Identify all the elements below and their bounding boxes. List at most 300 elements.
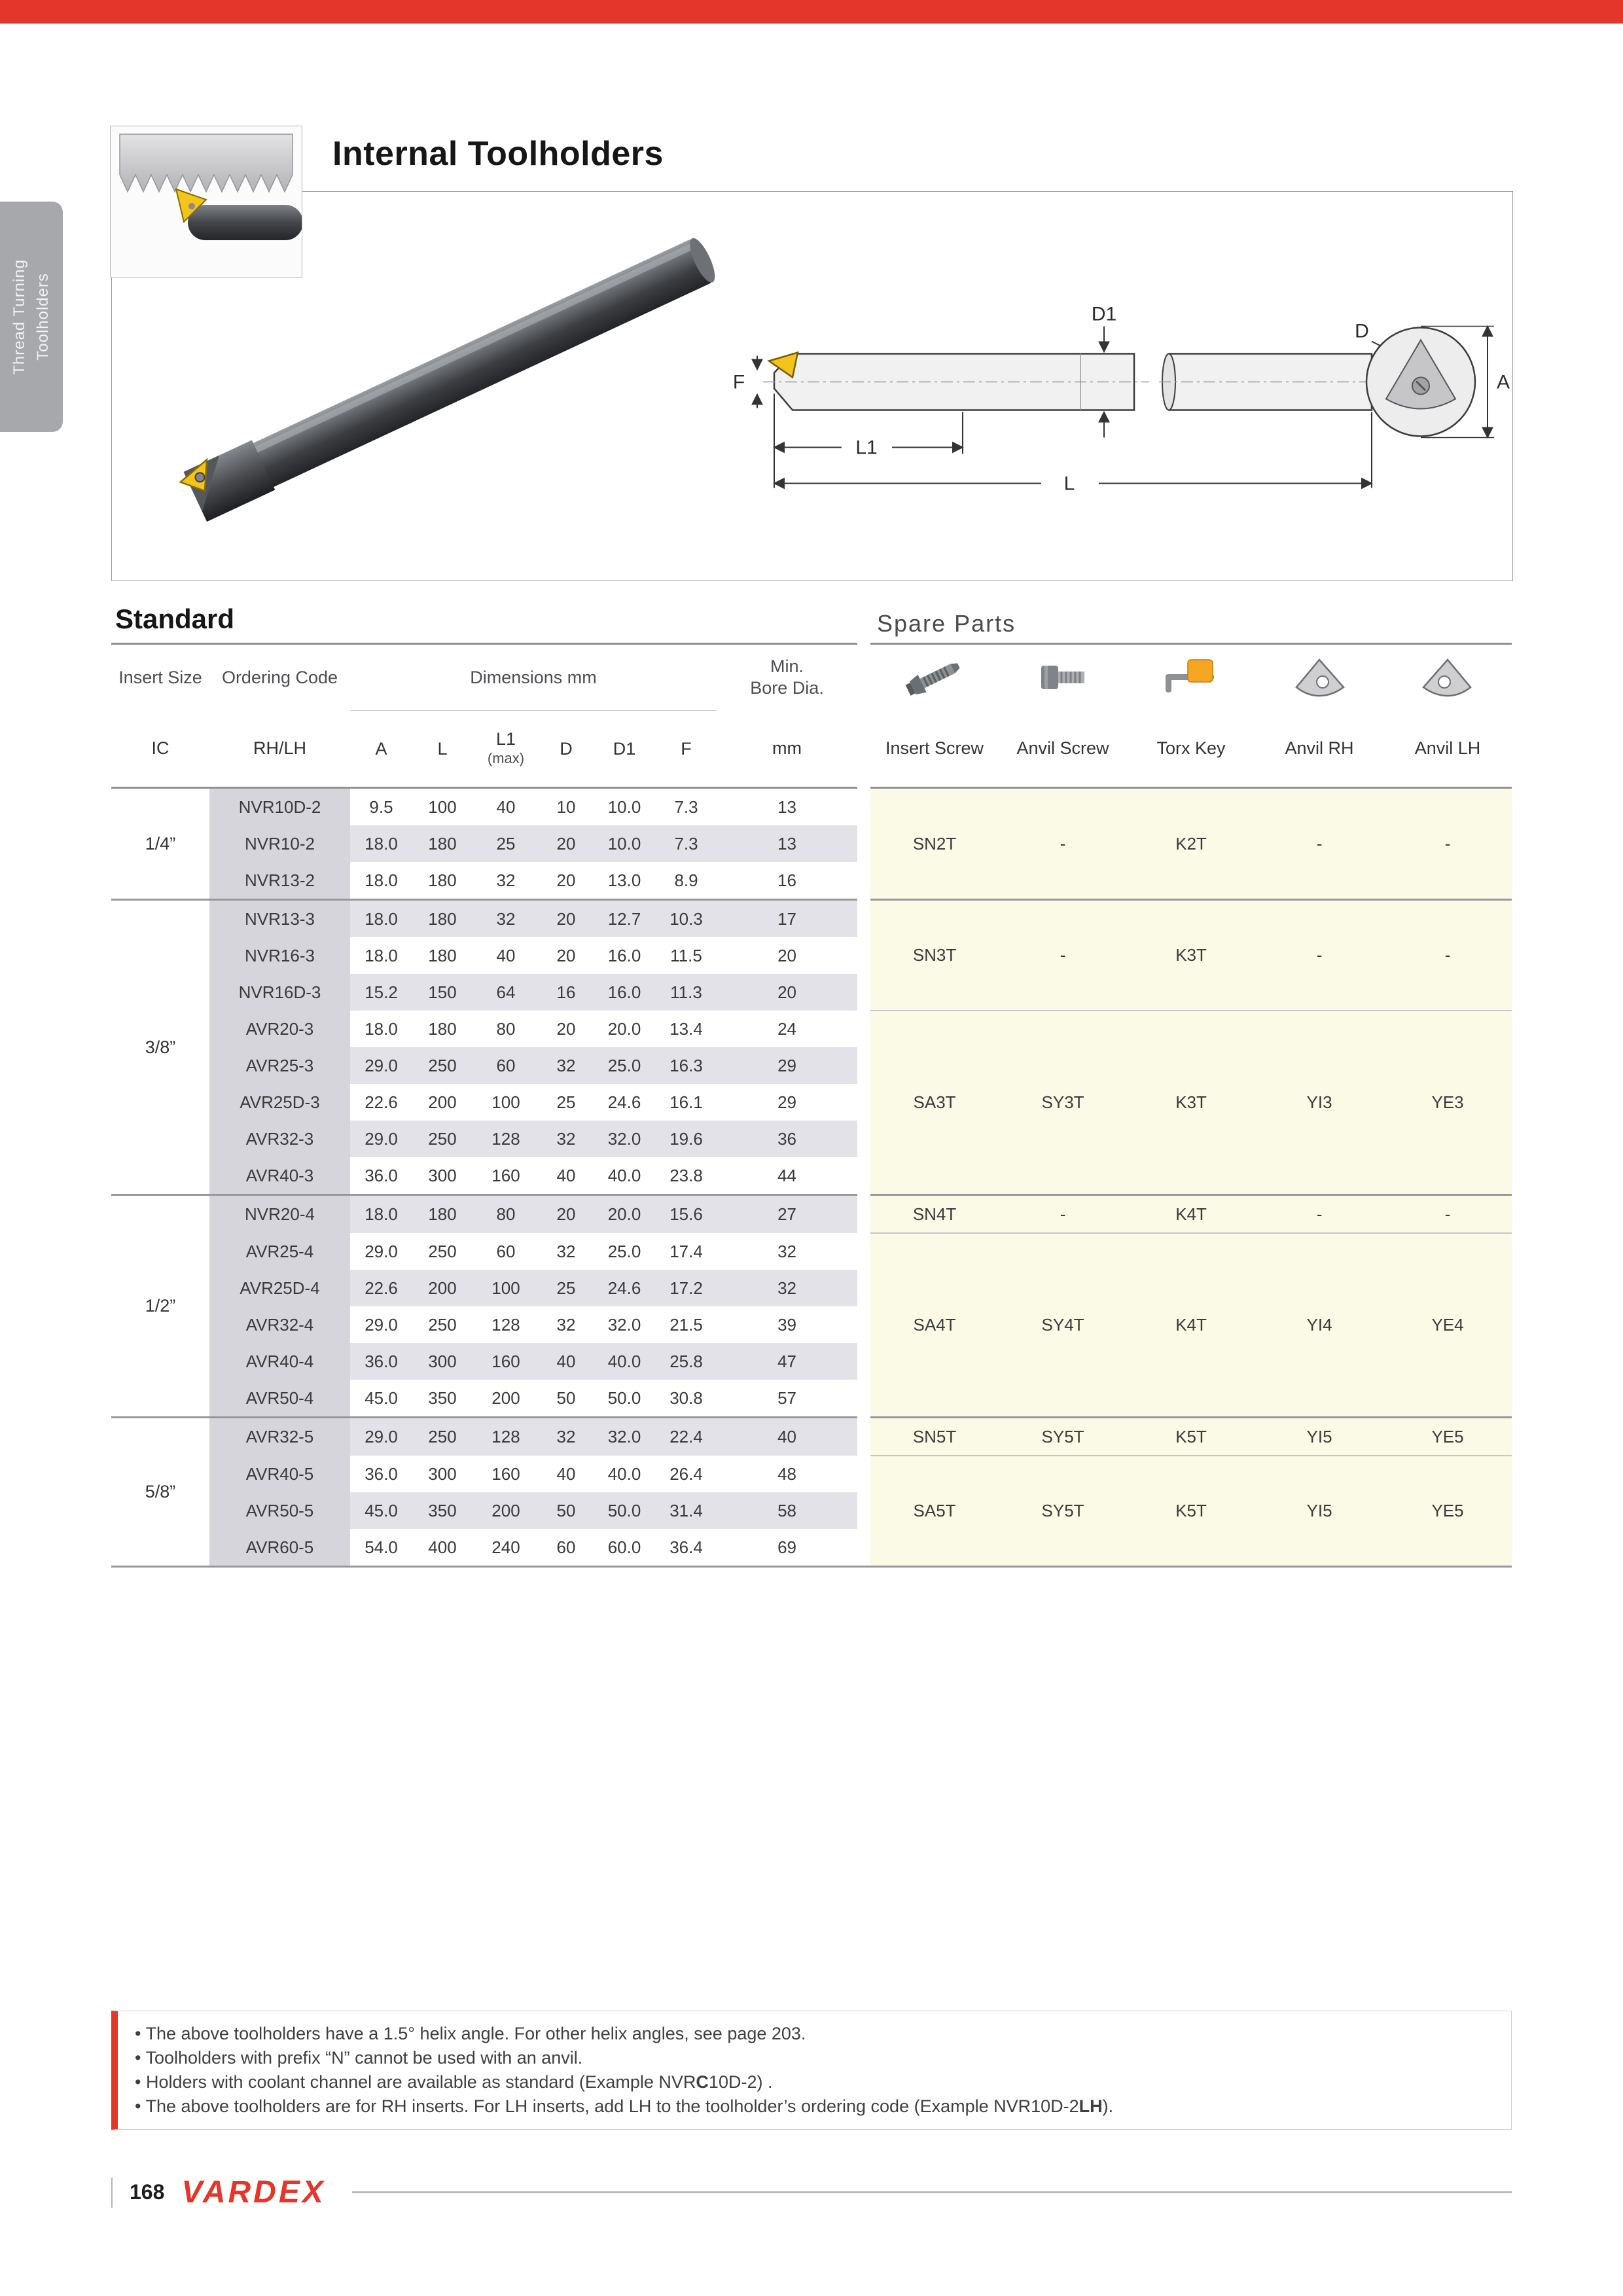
dim-label-f: F (732, 371, 745, 393)
torx-key-header: Torx Key (1127, 711, 1255, 788)
spare-part-cell: - (1255, 1195, 1383, 1234)
dimension-cell: 29.0 (350, 1121, 412, 1157)
dimension-cell: 32 (473, 900, 539, 938)
dimension-cell: 250 (412, 1047, 473, 1084)
dimension-cell: 20 (539, 862, 593, 900)
footer-divider (111, 2178, 113, 2208)
bore-diameter-cell: 29 (717, 1047, 857, 1084)
dimension-cell: 36.4 (656, 1529, 717, 1567)
dimension-cell: 100 (412, 788, 473, 826)
dimension-cell: 10 (539, 788, 593, 826)
ordering-code-header: Ordering Code (221, 667, 338, 687)
dimension-cell: 60 (473, 1233, 539, 1270)
dimension-cell: 18.0 (350, 1011, 412, 1047)
dimension-cell: 60 (539, 1529, 593, 1567)
dimension-cell: 36.0 (350, 1456, 412, 1492)
dimension-cell: 32 (473, 862, 539, 900)
toolholder-thumbnail (110, 126, 302, 278)
spare-part-cell: SY4T (999, 1233, 1127, 1418)
dimension-cell: 40.0 (593, 1157, 656, 1195)
dimension-cell: 9.5 (350, 788, 412, 826)
table-row (111, 1418, 1512, 1456)
anvil-rh-icon (1255, 645, 1383, 711)
ordering-code-cell: AVR40-5 (209, 1456, 350, 1492)
table-row (111, 1195, 1512, 1234)
bore-diameter-cell: 57 (717, 1380, 857, 1418)
bore-diameter-cell: 13 (717, 825, 857, 862)
footer-rule (352, 2191, 1512, 2193)
dimension-cell: 16.1 (656, 1084, 717, 1121)
column-gap (857, 1157, 870, 1195)
dimension-cell: 80 (473, 1195, 539, 1234)
l-header: L (412, 711, 473, 788)
ordering-code-cell: NVR10D-2 (209, 788, 350, 826)
toolholder-thumbnail-image (111, 126, 302, 277)
dimension-cell: 50.0 (593, 1492, 656, 1529)
dimension-cell: 50 (539, 1492, 593, 1529)
column-gap (857, 862, 870, 900)
top-red-bar (0, 0, 1623, 24)
bore-diameter-cell: 40 (717, 1418, 857, 1456)
column-gap (857, 1306, 870, 1343)
diagram-box (111, 191, 1513, 581)
dimension-cell: 10.0 (593, 825, 656, 862)
dimension-cell: 18.0 (350, 900, 412, 938)
dimension-cell: 200 (473, 1380, 539, 1418)
spare-part-cell: YE3 (1383, 1011, 1512, 1195)
end-view-drawing (1366, 328, 1475, 437)
bore-diameter-cell: 48 (717, 1456, 857, 1492)
column-gap (857, 1492, 870, 1529)
spare-part-cell: K4T (1127, 1195, 1255, 1234)
anvil-rh-header: Anvil RH (1255, 711, 1383, 788)
anvil-lh-header: Anvil LH (1383, 711, 1512, 788)
spare-part-cell: SA5T (870, 1456, 999, 1567)
column-gap (857, 645, 870, 711)
dimension-cell: 29.0 (350, 1306, 412, 1343)
page-title: Internal Toolholders (332, 135, 664, 173)
insert-size-header: Insert Size (118, 667, 202, 687)
dimension-cell: 13.4 (656, 1011, 717, 1047)
spare-part-cell: K5T (1127, 1418, 1255, 1456)
dimension-cell: 7.3 (656, 825, 717, 862)
dimension-cell: 54.0 (350, 1529, 412, 1567)
dimension-cell: 128 (473, 1418, 539, 1456)
dimension-cell: 18.0 (350, 825, 412, 862)
spare-part-cell: K3T (1127, 1011, 1255, 1195)
dimension-cell: 40 (539, 1157, 593, 1195)
dimension-cell: 17.2 (656, 1270, 717, 1306)
column-gap (857, 788, 870, 826)
ordering-code-cell: NVR13-3 (209, 900, 350, 938)
dimension-cell: 17.4 (656, 1233, 717, 1270)
dimension-cell: 31.4 (656, 1492, 717, 1529)
dimension-cell: 160 (473, 1456, 539, 1492)
ordering-code-cell: AVR50-5 (209, 1492, 350, 1529)
toolholder-diagram (112, 192, 1512, 581)
dimension-cell: 250 (412, 1233, 473, 1270)
vardex-logo: VARDEX (181, 2175, 326, 2210)
dimension-cell: 250 (412, 1121, 473, 1157)
column-gap (857, 825, 870, 862)
toolholder-table-wrap (111, 645, 1512, 1568)
dimension-cell: 180 (412, 825, 473, 862)
spare-part-cell: SA3T (870, 1011, 999, 1195)
anvil-lh-icon (1383, 645, 1512, 711)
d-header: D (539, 711, 593, 788)
ordering-code-cell: AVR60-5 (209, 1529, 350, 1567)
sidebar-tab-thread-turning-toolholders (0, 202, 63, 432)
dimension-cell: 32 (539, 1121, 593, 1157)
notes-box (111, 2011, 1512, 2130)
dimension-cell: 29.0 (350, 1418, 412, 1456)
dimension-cell: 16.0 (593, 937, 656, 974)
ordering-code-cell: NVR10-2 (209, 825, 350, 862)
dimension-cell: 25.8 (656, 1343, 717, 1380)
column-gap (857, 711, 870, 788)
spare-part-cell: K2T (1127, 788, 1255, 900)
column-gap (857, 1529, 870, 1567)
dimension-cell: 300 (412, 1456, 473, 1492)
insert-size-cell: 1/4” (111, 788, 209, 900)
dimension-cell: 45.0 (350, 1492, 412, 1529)
dim-label-d: D (1355, 320, 1369, 342)
table-row (111, 900, 1512, 938)
dimension-cell: 180 (412, 862, 473, 900)
column-gap (857, 1418, 870, 1456)
spare-part-cell: YI5 (1255, 1456, 1383, 1567)
dimension-cell: 10.0 (593, 788, 656, 826)
sidebar-tab-line2: Toolholders (34, 273, 52, 361)
dimension-cell: 40 (473, 788, 539, 826)
bore-diameter-cell: 36 (717, 1121, 857, 1157)
dimension-cell: 250 (412, 1418, 473, 1456)
dimension-cell: 36.0 (350, 1343, 412, 1380)
min-bore-line2: Bore Dia. (750, 678, 824, 698)
footer (111, 2174, 1512, 2210)
spare-part-cell: SY5T (999, 1456, 1127, 1567)
spare-part-cell: - (999, 900, 1127, 1011)
note-item: • The above toolholders have a 1.5° helix angle. For other helix angles, see page 203. (135, 2022, 1494, 2046)
dimension-cell: 100 (473, 1270, 539, 1306)
column-gap (857, 1195, 870, 1234)
dimension-cell: 15.6 (656, 1195, 717, 1234)
dimension-cell: 25.0 (593, 1233, 656, 1270)
dimension-cell: 20.0 (593, 1011, 656, 1047)
insert-size-cell: 3/8” (111, 900, 209, 1195)
column-gap (857, 937, 870, 974)
ordering-code-cell: AVR32-4 (209, 1306, 350, 1343)
spare-part-cell: YE4 (1383, 1233, 1512, 1418)
column-gap (857, 1047, 870, 1084)
dimension-cell: 250 (412, 1306, 473, 1343)
dimension-cell: 25 (473, 825, 539, 862)
ordering-code-cell: AVR25D-3 (209, 1084, 350, 1121)
insert-screw-icon (870, 645, 999, 711)
dimension-cell: 160 (473, 1157, 539, 1195)
dimension-cell: 11.5 (656, 937, 717, 974)
dimension-cell: 180 (412, 937, 473, 974)
min-bore-header (717, 645, 857, 711)
ordering-code-cell: NVR16-3 (209, 937, 350, 974)
ordering-code-cell: AVR32-3 (209, 1121, 350, 1157)
dimension-cell: 20 (539, 937, 593, 974)
shank-drawing (1159, 354, 1385, 410)
table-row (111, 788, 1512, 826)
dimension-cell: 30.8 (656, 1380, 717, 1418)
bore-diameter-cell: 16 (717, 862, 857, 900)
dimension-cell: 240 (473, 1529, 539, 1567)
dimension-cell: 50 (539, 1380, 593, 1418)
dimension-cell: 19.6 (656, 1121, 717, 1157)
anvil-screw-icon (999, 645, 1127, 711)
bore-diameter-cell: 58 (717, 1492, 857, 1529)
spare-part-cell: YI3 (1255, 1011, 1383, 1195)
bore-diameter-cell: 24 (717, 1011, 857, 1047)
spare-part-cell: YE5 (1383, 1418, 1512, 1456)
dimension-cell: 300 (412, 1343, 473, 1380)
ordering-code-cell: NVR16D-3 (209, 974, 350, 1011)
dimension-cell: 20 (539, 900, 593, 938)
dimension-cell: 350 (412, 1380, 473, 1418)
bore-diameter-cell: 27 (717, 1195, 857, 1234)
dimension-cell: 18.0 (350, 862, 412, 900)
dimension-cell: 40 (539, 1343, 593, 1380)
toolholder-table (111, 645, 1512, 1568)
column-gap (857, 1233, 870, 1270)
insert-size-cell: 5/8” (111, 1418, 209, 1567)
column-gap (857, 1121, 870, 1157)
spare-part-cell: SA4T (870, 1233, 999, 1418)
dimension-cell: 25 (539, 1270, 593, 1306)
spare-part-cell: - (1255, 900, 1383, 1011)
spare-part-cell: SY5T (999, 1418, 1127, 1456)
dimension-cell: 60 (473, 1047, 539, 1084)
dimension-cell: 32 (539, 1047, 593, 1084)
spare-part-cell: YI5 (1255, 1418, 1383, 1456)
dimension-cell: 8.9 (656, 862, 717, 900)
dimension-cell: 16 (539, 974, 593, 1011)
dim-label-l1: L1 (855, 437, 878, 459)
bore-diameter-cell: 20 (717, 974, 857, 1011)
dimension-cell: 29.0 (350, 1233, 412, 1270)
torx-key-icon (1127, 645, 1255, 711)
dimension-cell: 12.7 (593, 900, 656, 938)
l1-max-header (473, 711, 539, 788)
dimension-cell: 180 (412, 900, 473, 938)
dimension-cell: 60.0 (593, 1529, 656, 1567)
spare-part-cell: SN5T (870, 1418, 999, 1456)
dimension-cell: 32 (539, 1418, 593, 1456)
spare-part-cell: - (999, 1195, 1127, 1234)
dimension-cell: 32.0 (593, 1418, 656, 1456)
dimension-cell: 40.0 (593, 1343, 656, 1380)
dimension-cell: 20.0 (593, 1195, 656, 1234)
dimension-cell: 22.6 (350, 1270, 412, 1306)
dimension-cell: 350 (412, 1492, 473, 1529)
spare-part-cell: SN3T (870, 900, 999, 1011)
bore-diameter-cell: 39 (717, 1306, 857, 1343)
dimension-cell: 20 (539, 1195, 593, 1234)
dimension-cell: 22.4 (656, 1418, 717, 1456)
ordering-code-cell: AVR32-5 (209, 1418, 350, 1456)
dimension-cell: 13.0 (593, 862, 656, 900)
dimension-cell: 32 (539, 1233, 593, 1270)
dimension-cell: 200 (412, 1084, 473, 1121)
dimension-cell: 200 (412, 1270, 473, 1306)
l1-header-line2: (max) (487, 750, 525, 766)
bore-diameter-cell: 29 (717, 1084, 857, 1121)
sidebar-tab-line1: Thread Turning (10, 259, 28, 375)
anvil-screw-header: Anvil Screw (999, 711, 1127, 788)
toolholder-table-body (111, 788, 1512, 1567)
dimension-cell: 25.0 (593, 1047, 656, 1084)
dimensions-header: Dimensions mm (350, 645, 717, 711)
bore-diameter-cell: 44 (717, 1157, 857, 1195)
dimension-cell: 180 (412, 1195, 473, 1234)
dimension-cell: 40.0 (593, 1456, 656, 1492)
ordering-code-cell: AVR25-4 (209, 1233, 350, 1270)
side-view-drawing (763, 353, 1149, 410)
spare-part-cell: - (1383, 1195, 1512, 1234)
dimension-cell: 32 (539, 1306, 593, 1343)
ordering-code-cell: AVR40-3 (209, 1157, 350, 1195)
insert-screw-dot (188, 203, 195, 209)
dim-label-d1: D1 (1091, 303, 1117, 325)
spare-part-cell: - (1383, 900, 1512, 1011)
dimension-cell: 11.3 (656, 974, 717, 1011)
table-row (111, 1233, 1512, 1270)
dimension-cell: 25 (539, 1084, 593, 1121)
standard-section-title: Standard (115, 603, 235, 634)
dimension-cell: 18.0 (350, 1195, 412, 1234)
bore-diameter-cell: 20 (717, 937, 857, 974)
ic-header: IC (111, 711, 209, 788)
ordering-code-cell: NVR13-2 (209, 862, 350, 900)
dimension-cell: 32.0 (593, 1306, 656, 1343)
dimension-cell: 29.0 (350, 1047, 412, 1084)
insert-screw-header: Insert Screw (870, 711, 999, 788)
dimension-cell: 40 (539, 1456, 593, 1492)
table-header-band1 (111, 645, 1512, 711)
column-gap (857, 1084, 870, 1121)
spare-part-cell: K5T (1127, 1456, 1255, 1567)
spare-part-cell: - (1255, 788, 1383, 900)
spare-part-cell: SY3T (999, 1011, 1127, 1195)
dimension-cell: 24.6 (593, 1084, 656, 1121)
bore-diameter-cell: 17 (717, 900, 857, 938)
min-bore-line1: Min. (770, 656, 804, 677)
dimension-cell: 16.0 (593, 974, 656, 1011)
dimension-cell: 200 (473, 1492, 539, 1529)
dimension-cell: 160 (473, 1343, 539, 1380)
page-number: 168 (130, 2180, 165, 2204)
note-item: • Toolholders with prefix “N” cannot be used with an anvil. (135, 2046, 1494, 2070)
l1-header-line1: L1 (495, 729, 516, 749)
dimension-cell: 26.4 (656, 1456, 717, 1492)
dimension-cell: 128 (473, 1306, 539, 1343)
note-item: • Holders with coolant channel are available as standard (Example NVRC10D-2) . (135, 2070, 1494, 2094)
spare-part-cell: SN4T (870, 1195, 999, 1234)
mm-header: mm (717, 711, 857, 788)
dimension-cell: 400 (412, 1529, 473, 1567)
spare-part-cell: K4T (1127, 1233, 1255, 1418)
spare-parts-section-title: Spare Parts (877, 610, 1016, 637)
column-gap (857, 900, 870, 938)
ordering-code-cell: NVR20-4 (209, 1195, 350, 1234)
tool-bar (188, 205, 302, 240)
bore-diameter-cell: 47 (717, 1343, 857, 1380)
dimension-cell: 45.0 (350, 1380, 412, 1418)
dim-label-l: L (1063, 473, 1075, 495)
table-row (111, 1011, 1512, 1047)
dimension-cell: 50.0 (593, 1380, 656, 1418)
column-gap (857, 974, 870, 1011)
dimension-cell: 40 (473, 937, 539, 974)
bore-diameter-cell: 13 (717, 788, 857, 826)
ordering-code-cell: AVR40-4 (209, 1343, 350, 1380)
insert-size-cell: 1/2” (111, 1195, 209, 1418)
dimension-cell: 36.0 (350, 1157, 412, 1195)
dimension-cell: 64 (473, 974, 539, 1011)
dimension-cell: 100 (473, 1084, 539, 1121)
ordering-code-cell: AVR25-3 (209, 1047, 350, 1084)
threaded-workpiece (120, 134, 293, 192)
note-item: • The above toolholders are for RH inserts. For LH inserts, add LH to the toolholder’s ordering code (Example NVR10D-2LH). (135, 2094, 1494, 2119)
bore-diameter-cell: 32 (717, 1233, 857, 1270)
dimension-cell: 7.3 (656, 788, 717, 826)
dimension-cell: 24.6 (593, 1270, 656, 1306)
dimension-cell: 20 (539, 1011, 593, 1047)
spare-part-cell: - (1383, 788, 1512, 900)
dimension-cell: 23.8 (656, 1157, 717, 1195)
ordering-code-cell: AVR20-3 (209, 1011, 350, 1047)
dimension-cell: 80 (473, 1011, 539, 1047)
dimension-cell: 21.5 (656, 1306, 717, 1343)
dim-label-a: A (1497, 371, 1510, 393)
dimension-cell: 180 (412, 1011, 473, 1047)
dimension-cell: 22.6 (350, 1084, 412, 1121)
column-gap (857, 1270, 870, 1306)
dimension-cell: 128 (473, 1121, 539, 1157)
column-gap (857, 1456, 870, 1492)
column-gap (857, 1380, 870, 1418)
dimension-cell: 300 (412, 1157, 473, 1195)
dimension-cell: 32.0 (593, 1121, 656, 1157)
spare-part-cell: - (999, 788, 1127, 900)
bore-diameter-cell: 32 (717, 1270, 857, 1306)
spare-part-cell: K3T (1127, 900, 1255, 1011)
dimension-cell: 20 (539, 825, 593, 862)
dimension-cell: 16.3 (656, 1047, 717, 1084)
a-header: A (350, 711, 412, 788)
rh-lh-header: RH/LH (209, 711, 350, 788)
f-header: F (656, 711, 717, 788)
column-gap (857, 1011, 870, 1047)
dimension-cell: 18.0 (350, 937, 412, 974)
spare-part-cell: YI4 (1255, 1233, 1383, 1418)
table-header-band2 (111, 711, 1512, 788)
bore-diameter-cell: 69 (717, 1529, 857, 1567)
spare-part-cell: YE5 (1383, 1456, 1512, 1567)
spare-part-cell: SN2T (870, 788, 999, 900)
dimension-cell: 15.2 (350, 974, 412, 1011)
d1-header: D1 (593, 711, 656, 788)
column-gap (857, 1343, 870, 1380)
ordering-code-cell: AVR25D-4 (209, 1270, 350, 1306)
dimension-cell: 10.3 (656, 900, 717, 938)
ordering-code-cell: AVR50-4 (209, 1380, 350, 1418)
